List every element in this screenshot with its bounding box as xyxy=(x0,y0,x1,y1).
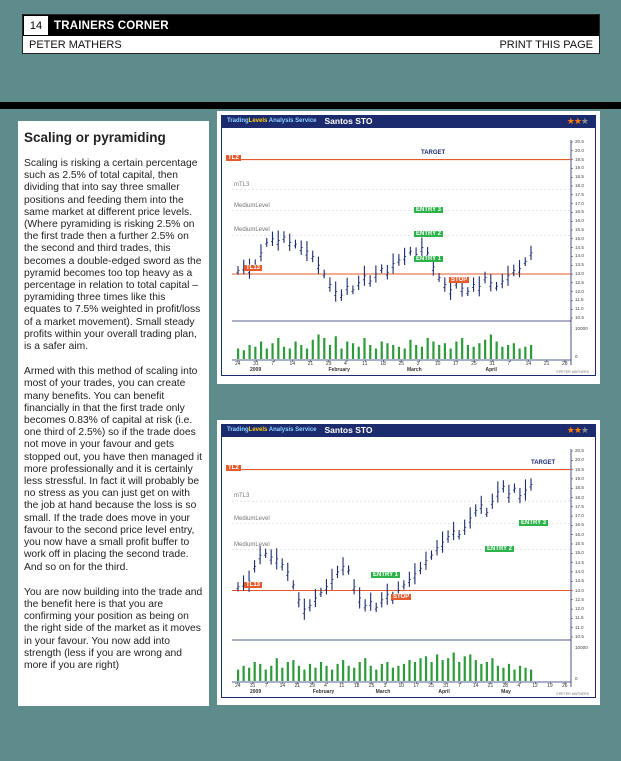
chart-credit: ©PETER MATHERS xyxy=(556,370,589,374)
y-tick-label: 14.0 xyxy=(575,568,584,574)
volume-bar xyxy=(484,340,486,359)
entry-2-label: ENTRY 2 xyxy=(416,231,442,238)
volume-bar xyxy=(427,338,429,359)
x-tick-label: 7 xyxy=(271,361,275,367)
target-label: TARGET xyxy=(421,149,446,156)
medium-level-label: MediumLevel xyxy=(234,202,270,209)
price-chart-svg xyxy=(222,128,595,375)
article-paragraph: You are now building into the trade and the benefit here is that you are confirming your position as being on the right side of the market as it moves in your favour. You now add into strength (less if you are wrong and more if you are right) xyxy=(24,586,203,671)
volume-tick-label: 0 xyxy=(575,676,578,681)
volume-bar xyxy=(289,349,291,360)
volume-bar xyxy=(259,664,261,681)
volume-bar xyxy=(266,349,268,360)
volume-tick-label: 10000 xyxy=(575,645,588,650)
x-tick-label: 11 xyxy=(339,683,345,689)
x-tick-label: 25 xyxy=(398,361,405,367)
x-tick-label: 21 xyxy=(307,361,314,367)
volume-bar xyxy=(292,660,294,681)
chart-brand: TradingLevels Analysis Service xyxy=(227,427,317,433)
volume-bar xyxy=(370,666,372,681)
y-tick-label: 20.0 xyxy=(575,147,584,153)
volume-bar xyxy=(464,656,466,681)
y-tick-label: 18.0 xyxy=(575,183,584,188)
y-tick-label: 13.0 xyxy=(575,587,584,593)
volume-bar xyxy=(303,670,305,681)
x-tick-label: 3 xyxy=(416,361,420,367)
volume-bar xyxy=(254,347,256,359)
volume-tick-label: 10000 xyxy=(575,326,588,331)
x-tick-label: 29 xyxy=(309,683,315,689)
volume-bar xyxy=(392,668,394,681)
x-tick-label: 24 xyxy=(235,361,241,367)
header-top-row xyxy=(23,15,599,36)
y-tick-label: 16.0 xyxy=(575,218,584,224)
volume-bar xyxy=(490,335,492,360)
volume-bar xyxy=(283,347,285,359)
x-tick-label: 31 xyxy=(249,683,256,689)
volume-bar xyxy=(508,664,510,681)
tl2-label: TL2 xyxy=(228,154,239,161)
volume-bar xyxy=(409,340,411,359)
volume-bar xyxy=(358,347,360,359)
volume-tick-label: 0 xyxy=(575,354,578,359)
volume-bar xyxy=(346,342,348,360)
volume-bar xyxy=(294,342,296,360)
volume-bar xyxy=(480,664,482,681)
x-tick-label: 21 xyxy=(543,361,550,367)
volume-bar xyxy=(335,336,337,359)
divider-bar xyxy=(0,102,621,109)
x-tick-label: 18 xyxy=(353,683,360,689)
tl13-label: TL13 xyxy=(246,265,261,271)
article-column xyxy=(18,121,209,706)
volume-bar xyxy=(507,345,509,359)
y-tick-label: 20.0 xyxy=(575,457,584,463)
volume-bar xyxy=(369,345,371,359)
x-tick-label: 21 xyxy=(487,683,494,689)
y-tick-label: 10.5 xyxy=(575,315,584,320)
entry-1-label: ENTRY 1 xyxy=(416,255,442,262)
volume-bar xyxy=(298,666,300,681)
y-tick-label: 18.5 xyxy=(575,174,584,180)
volume-bar xyxy=(425,656,427,681)
y-tick-label: 15.5 xyxy=(575,541,584,546)
chart-body xyxy=(221,127,596,376)
volume-bar xyxy=(421,347,423,359)
chart-titlebar xyxy=(221,424,596,436)
volume-bar xyxy=(237,670,239,681)
x-tick-label: 11 xyxy=(362,361,368,367)
volume-bar xyxy=(513,670,515,681)
month-label: April xyxy=(485,367,497,373)
article-paragraph: Scaling is risking a certain percentage such as 2.5% of total capital, then dividing that into say three smaller positions and feeding them into the same market at different price levels. (Where pyramiding is risking 2.5% on the first trade then a further 2.5% on the second and third trades, this becomes a double-edged sword as the pyramid becomes too top heavy as a percentage in relation to total capital – pyramiding three times like this equates to 7.5% weighted in profit/loss of a market movement). Small steady profits within your overall trading plan, is a safer aim. xyxy=(24,158,202,353)
x-tick-label: 17 xyxy=(453,361,459,367)
volume-bar xyxy=(375,670,377,681)
volume-bar xyxy=(438,345,440,359)
volume-bar xyxy=(469,654,471,681)
month-label: May xyxy=(501,689,511,695)
entry-1-label: ENTRY 1 xyxy=(373,571,399,578)
volume-bar xyxy=(496,342,498,360)
volume-bar xyxy=(419,658,421,681)
stop-label: STOP xyxy=(451,277,468,284)
volume-bar xyxy=(444,343,446,359)
chart-panel-2 xyxy=(217,420,600,705)
y-tick-label: 16.0 xyxy=(575,531,584,537)
y-tick-label: 16.5 xyxy=(575,209,584,215)
y-tick-label: 17.0 xyxy=(575,513,584,519)
volume-bar xyxy=(381,342,383,360)
volume-bar xyxy=(392,345,394,359)
volume-bar xyxy=(432,342,434,360)
rating-stars: ★★★ xyxy=(566,116,588,126)
volume-bar xyxy=(491,658,493,681)
volume-bar xyxy=(306,349,308,360)
volume-bar xyxy=(314,668,316,681)
medium-level-label: MediumLevel xyxy=(234,541,270,548)
volume-bar xyxy=(519,666,521,681)
y-tick-label: 17.5 xyxy=(575,503,584,509)
volume-bar xyxy=(450,349,452,360)
volume-bar xyxy=(248,345,250,359)
chart-title: Santos STO xyxy=(324,116,373,126)
y-tick-label: 14.5 xyxy=(575,244,584,250)
volume-bar xyxy=(473,347,475,359)
volume-bar xyxy=(458,662,460,681)
x-tick-label: 25 xyxy=(368,683,375,689)
y-tick-label: 17.0 xyxy=(575,200,584,206)
volume-bar xyxy=(478,343,480,359)
volume-bar xyxy=(352,343,354,359)
volume-bar xyxy=(430,662,432,681)
volume-bar xyxy=(467,345,469,359)
chart-titlebar xyxy=(221,115,596,127)
medium-level-label: MediumLevel xyxy=(234,227,270,234)
y-tick-label: 15.0 xyxy=(575,235,584,241)
article-heading: Scaling or pyramiding xyxy=(24,130,166,145)
volume-bar xyxy=(364,658,366,681)
volume-bar xyxy=(415,345,417,359)
month-label: March xyxy=(375,689,391,695)
y-tick-label: 19.5 xyxy=(575,156,584,162)
y-tick-label: 18.5 xyxy=(575,485,584,491)
x-tick-label: 19 xyxy=(547,683,553,689)
volume-bar xyxy=(436,654,438,681)
y-tick-label: 12.5 xyxy=(575,279,584,285)
volume-bar xyxy=(281,668,283,681)
y-tick-label: 15.0 xyxy=(575,550,584,556)
y-tick-label: 12.0 xyxy=(575,606,584,612)
volume-bar xyxy=(331,670,333,681)
x-tick-label: 28 xyxy=(562,361,568,367)
volume-bar xyxy=(461,338,463,359)
price-chart-svg xyxy=(222,437,595,697)
volume-bar xyxy=(254,662,256,681)
x-tick-label: 28 xyxy=(502,683,509,689)
volume-bar xyxy=(265,670,267,681)
x-tick-label: 14 xyxy=(289,361,296,367)
month-label: February xyxy=(312,689,335,695)
y-tick-label: 20.5 xyxy=(575,139,584,144)
y-tick-label: 11.5 xyxy=(575,297,584,303)
volume-bar xyxy=(237,349,239,360)
x-tick-label: 25 xyxy=(471,361,477,367)
x-tick-label: 4 xyxy=(324,683,327,689)
y-tick-label: 14.5 xyxy=(575,559,584,565)
volume-bar xyxy=(287,662,289,681)
y-tick-label: 12.5 xyxy=(575,596,584,602)
target-label: TARGET xyxy=(531,459,556,466)
volume-bar xyxy=(519,349,521,360)
chart-body xyxy=(221,436,596,698)
volume-bar xyxy=(497,666,499,681)
month-label: March xyxy=(406,367,422,373)
month-label: February xyxy=(328,367,350,373)
volume-bar xyxy=(359,662,361,681)
tl13-label: TL13 xyxy=(246,581,261,588)
x-tick-label: 14 xyxy=(279,683,286,689)
volume-bar xyxy=(363,338,365,359)
volume-bar xyxy=(325,666,327,681)
x-tick-label: 14 xyxy=(525,361,532,367)
x-tick-label: 17 xyxy=(413,683,419,689)
entry-3-label: ENTRY 3 xyxy=(521,519,547,526)
volume-bar xyxy=(513,343,515,359)
volume-bar xyxy=(300,345,302,359)
y-tick-label: 18.0 xyxy=(575,494,584,500)
x-tick-label: 29 xyxy=(325,361,332,367)
print-page-link[interactable]: PRINT THIS PAGE xyxy=(499,39,593,51)
x-tick-label: 12 xyxy=(532,683,538,689)
volume-bar xyxy=(309,664,311,681)
volume-bar xyxy=(386,662,388,681)
month-label: 2009 xyxy=(250,367,262,373)
y-tick-label: 11.0 xyxy=(575,306,584,312)
x-tick-label: 10 xyxy=(398,683,405,689)
y-tick-label: 13.5 xyxy=(575,262,584,268)
y-tick-label: 12.0 xyxy=(575,288,584,294)
y-tick-label: 17.5 xyxy=(575,191,584,197)
volume-bar xyxy=(348,666,350,681)
volume-bar xyxy=(270,666,272,681)
header-bottom-row xyxy=(23,36,599,54)
x-tick-label: 14 xyxy=(472,683,479,689)
volume-bar xyxy=(353,668,355,681)
volume-bar xyxy=(271,343,273,359)
volume-bar xyxy=(524,347,526,359)
volume-bar xyxy=(329,345,331,359)
x-tick-label: 18 xyxy=(380,361,386,367)
chart-panel-1 xyxy=(217,111,600,384)
y-tick-label: 11.5 xyxy=(575,615,584,621)
mtl3-label: mTL3 xyxy=(234,181,250,188)
month-label: 2009 xyxy=(250,689,262,695)
y-tick-label: 20.5 xyxy=(575,448,584,453)
volume-bar xyxy=(243,350,245,359)
volume-bar xyxy=(323,338,325,359)
volume-bar xyxy=(530,670,532,681)
chart-title: Santos STO xyxy=(324,425,373,435)
x-tick-label: 4 xyxy=(344,361,347,367)
volume-bar xyxy=(404,349,406,360)
volume-bar xyxy=(277,338,279,359)
page-header xyxy=(22,14,600,54)
volume-bar xyxy=(502,668,504,681)
volume-bar xyxy=(312,340,314,359)
chart-credit: ©PETER MATHERS xyxy=(556,692,589,696)
article-paragraph: Armed with this method of scaling into most of your trades, you can create many benefits. You can benefit financially in that the first trade only becomes 0.83% of capital at risk (i.e. one third of 2.5%) so if the trade does not move in your favour and gets stopped out, you have then managed it more professionally and it is certainly less stressful. In fact it will probably be no stress as you can just get on with the job at hand because the loss is so small. If the trade does move in your favour to the second price level entry, you now have a small profit buffer to work off in placing the second trade. And so on for the third. xyxy=(24,366,203,573)
y-tick-label: 19.5 xyxy=(575,466,584,472)
volume-bar xyxy=(524,668,526,681)
y-tick-label: 14.0 xyxy=(575,253,584,259)
x-tick-label: 7 xyxy=(264,683,268,689)
mtl3-label: mTL3 xyxy=(234,493,250,500)
y-tick-label: 15.5 xyxy=(575,227,584,232)
volume-bar xyxy=(414,662,416,681)
volume-bar xyxy=(403,664,405,681)
y-tick-label: 16.5 xyxy=(575,522,584,528)
volume-bar xyxy=(475,660,477,681)
volume-bar xyxy=(530,345,532,359)
x-tick-label: 24 xyxy=(235,683,241,689)
volume-bar xyxy=(447,658,449,681)
x-tick-label: 7 xyxy=(507,361,511,367)
volume-bar xyxy=(486,662,488,681)
volume-bar xyxy=(340,349,342,360)
x-tick-label: 3 xyxy=(383,683,387,689)
x-tick-label: 31 xyxy=(489,361,495,367)
author-name: PETER MATHERS xyxy=(29,39,122,51)
x-tick-label: 21 xyxy=(294,683,301,689)
volume-bar xyxy=(276,658,278,681)
y-tick-label: 11.0 xyxy=(575,624,584,630)
x-tick-label: 31 xyxy=(443,683,449,689)
page-number: 14 xyxy=(24,16,48,35)
volume-bar xyxy=(243,666,245,681)
y-tick-label: 13.0 xyxy=(575,271,584,276)
entry-3-label: ENTRY 3 xyxy=(416,206,442,213)
volume-bar xyxy=(386,343,388,359)
volume-bar xyxy=(248,668,250,681)
y-tick-label: 13.5 xyxy=(575,578,584,584)
volume-bar xyxy=(455,342,457,360)
volume-bar xyxy=(317,335,319,360)
month-label: April xyxy=(438,689,450,695)
section-title: TRAINERS CORNER xyxy=(54,19,169,32)
volume-bar xyxy=(375,349,377,360)
x-tick-label: 31 xyxy=(253,361,259,367)
entry-2-label: ENTRY 2 xyxy=(487,545,513,552)
y-tick-label: 10.5 xyxy=(575,634,584,639)
y-tick-label: 19.0 xyxy=(575,165,584,171)
volume-bar xyxy=(260,342,262,360)
volume-bar xyxy=(342,660,344,681)
stop-label: STOP xyxy=(393,593,410,600)
volume-bar xyxy=(320,662,322,681)
rating-stars: ★★★ xyxy=(566,425,588,435)
chart-brand: TradingLevels Analysis Service xyxy=(227,118,317,124)
volume-bar xyxy=(408,660,410,681)
x-tick-label: 25 xyxy=(428,683,434,689)
x-tick-label: 26 xyxy=(562,683,568,689)
volume-bar xyxy=(442,660,444,681)
y-tick-label: 19.0 xyxy=(575,475,584,481)
volume-bar xyxy=(501,347,503,359)
x-tick-label: 7 xyxy=(457,683,461,689)
x-tick-label: 4 xyxy=(517,683,521,689)
volume-bar xyxy=(453,653,455,682)
volume-bar xyxy=(397,666,399,681)
medium-level-label: MediumLevel xyxy=(234,515,270,522)
volume-bar xyxy=(398,347,400,359)
x-tick-label: 10 xyxy=(434,361,441,367)
tl2-label: TL2 xyxy=(228,464,239,471)
volume-bar xyxy=(337,664,339,681)
volume-bar xyxy=(381,664,383,681)
